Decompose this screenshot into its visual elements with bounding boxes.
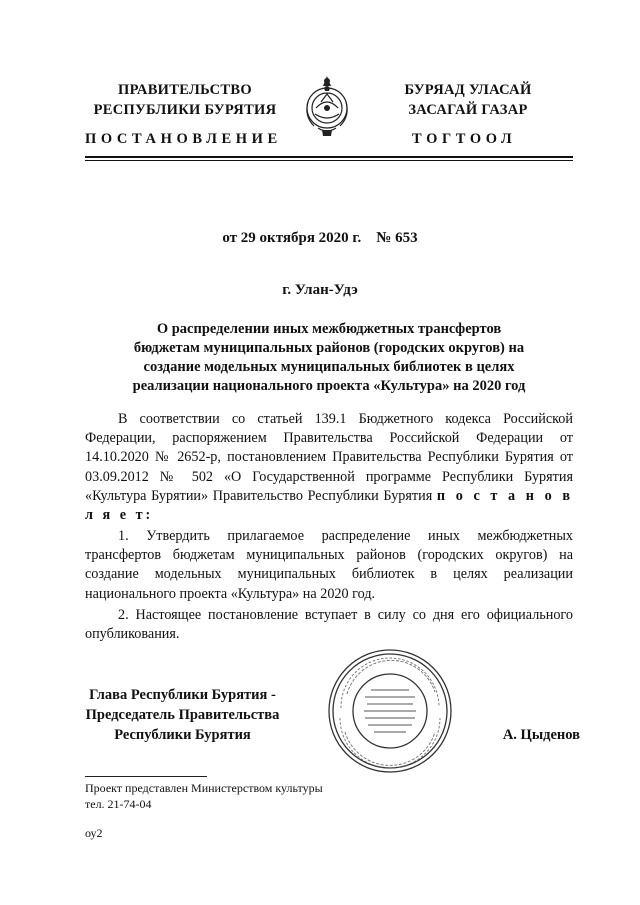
council-name-bur: ЗАСАГАЙ ГАЗАР [408,102,528,118]
official-stamp [327,648,453,774]
decree-city: г. Улан-Удэ [282,282,358,298]
title-line: создание модельных муниципальных библиотек в целях [143,359,515,375]
signatory-role-line: Председатель Правительства [85,707,280,723]
republic-name-ru: РЕСПУБЛИКИ БУРЯТИЯ [93,102,277,118]
item-2-paragraph: 2. Настоящее постановление вступает в силу со дня его официального опубликования. [85,607,573,643]
signatory-name: А. Цыденов [502,727,580,743]
footer-code: оу2 [85,826,103,840]
preamble-paragraph [85,410,573,525]
decree-date-number: от 29 октября 2020 г. № 653 [222,230,418,246]
decides-word: п о с т а н о в л я е т: [85,487,574,524]
title-line: бюджетам муниципальных районов (городских округов) на [133,340,525,356]
title-line: О распределении иных межбюджетных трансфертов [156,321,502,337]
decree-title [85,320,573,396]
signatory-role-line: Республики Бурятия [114,727,251,743]
item-1-paragraph: 1. Утвердить прилагаемое распределение иных межбюджетных трансфертов бюджетам муниципальных районов (городских округов) на создание модельных муниципальных библиотек в целях реализации национального проекта «Культура» на 2020 год. [85,528,573,602]
header-rule-thick [85,156,573,158]
preamble-text: В соответствии со статьей 139.1 Бюджетного кодекса Российской Федерации, распоряжением Правительства Российской Федерации от 14.10.2020 № 2652-р, постановлением Правительства Республики Бурятия от 03.09.2012 № 502 «О Государственной программе Республики Бурятия «Культура Бурятии» Правительство Республики Бурятия [85,411,573,504]
signatory-role-line: Глава Республики Бурятия - [89,687,276,703]
doctype-bur: ТОГТООЛ [412,131,517,147]
header-right [368,80,568,120]
footer-rule [85,776,207,777]
doctype-ru: ПОСТАНОВЛЕНИЕ [85,131,282,147]
government-name-ru: ПРАВИТЕЛЬСТВО [118,82,252,98]
signatory-role [70,685,295,745]
title-line: реализации национального проекта «Культура» на 2020 год [132,378,526,394]
header-left [80,80,290,120]
coat-of-arms-icon [298,72,356,140]
footer-presented-by: Проект представлен Министерством культуры [85,781,323,795]
header-rule-thin [85,160,573,161]
government-name-bur: БУРЯАД УЛАСАЙ [404,82,532,98]
footer-phone: тел. 21-74-04 [85,797,152,811]
